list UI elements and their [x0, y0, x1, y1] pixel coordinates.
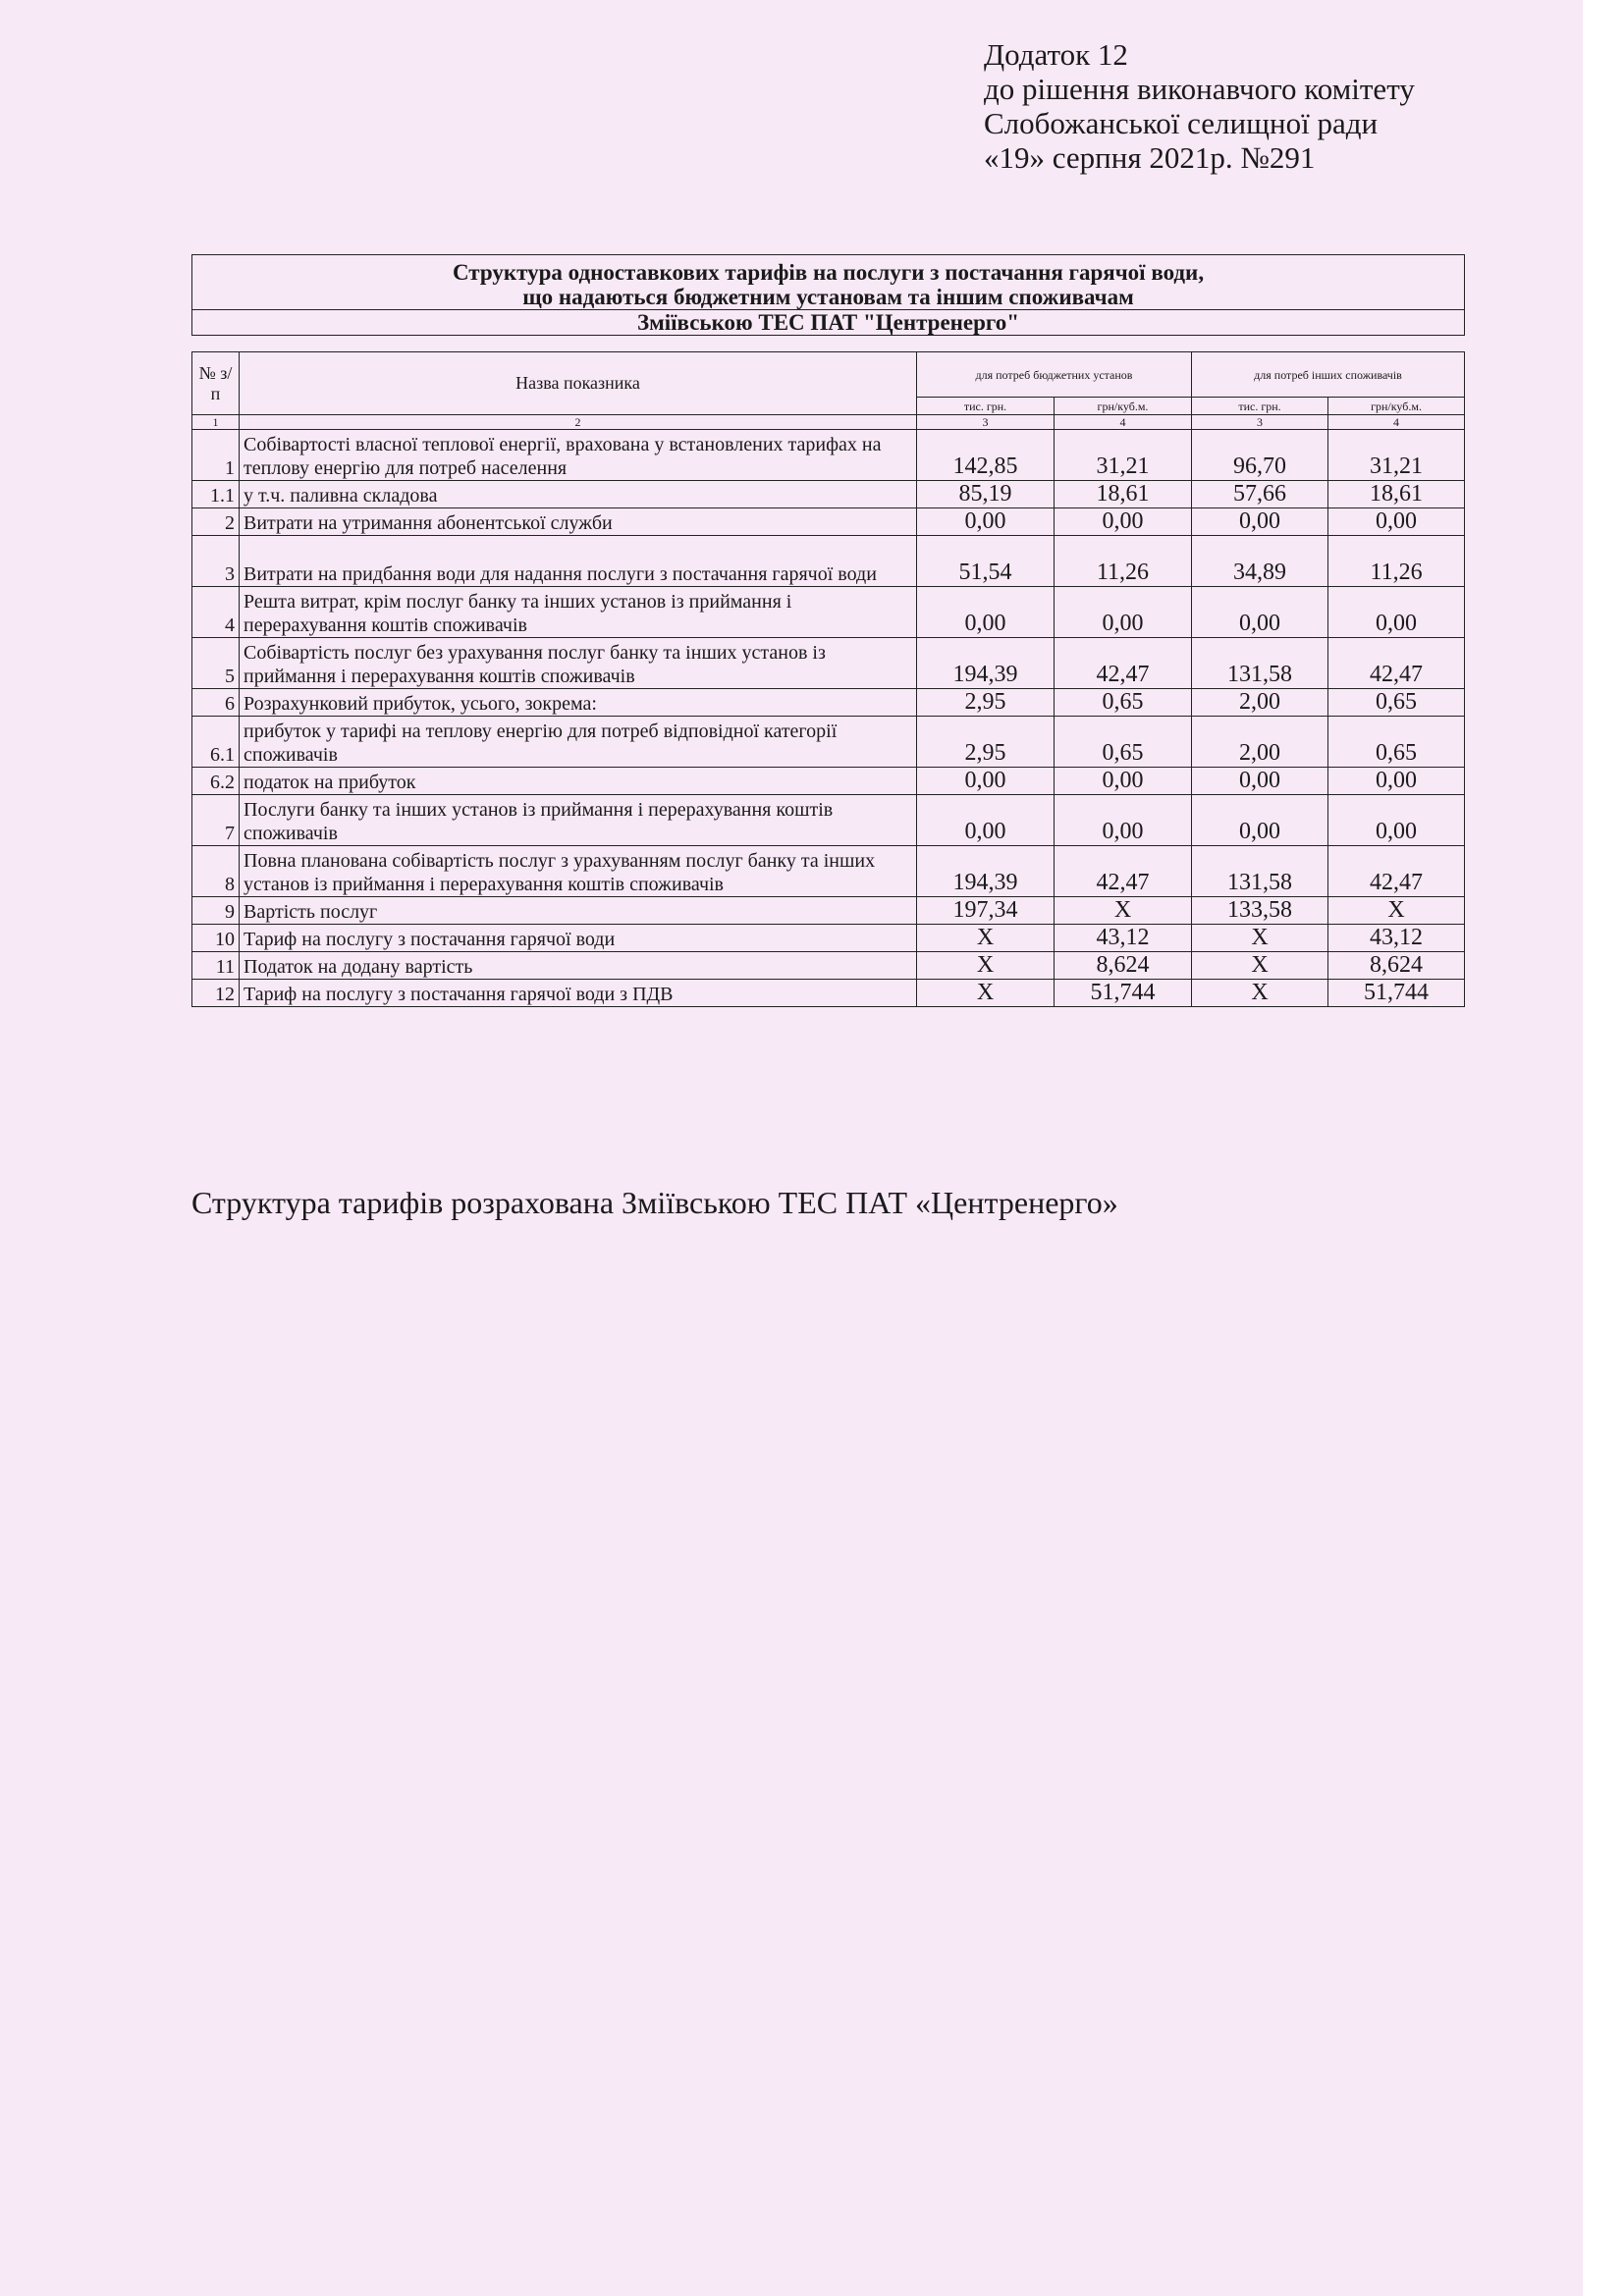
table-row — [192, 508, 1465, 536]
row-value-other-m3: 42,47 — [1328, 846, 1465, 897]
footer-note: Структура тарифів розрахована Зміївською ТЕС ПАТ «Центренерго» — [191, 1185, 1118, 1220]
header-unit-m3-other: грн/куб.м. — [1328, 398, 1465, 415]
row-num: 6.2 — [192, 768, 240, 795]
row-value-other-thous: 2,00 — [1192, 689, 1328, 717]
row-value-other-thous: Х — [1192, 980, 1328, 1007]
row-name: Собівартості власної теплової енергії, врахована у встановлених тарифах на теплову енергію для потреб населення — [240, 430, 917, 481]
row-value-budget-thous: 85,19 — [917, 481, 1055, 508]
row-num: 7 — [192, 795, 240, 846]
row-name: Тариф на послугу з постачання гарячої води — [240, 925, 917, 952]
table-row — [192, 795, 1465, 846]
row-num: 5 — [192, 638, 240, 689]
row-num: 6 — [192, 689, 240, 717]
row-value-budget-thous: 194,39 — [917, 638, 1055, 689]
row-value-budget-m3: Х — [1055, 897, 1192, 925]
table-title-line-1: Структура одноставкових тарифів на послуги з постачання гарячої води, — [192, 255, 1465, 286]
row-value-other-thous: 0,00 — [1192, 768, 1328, 795]
row-value-budget-m3: 0,00 — [1055, 587, 1192, 638]
row-num: 11 — [192, 952, 240, 980]
row-value-budget-thous: 197,34 — [917, 897, 1055, 925]
row-name: податок на прибуток — [240, 768, 917, 795]
header-group-other: для потреб інших споживачів — [1192, 352, 1465, 398]
row-name: Тариф на послугу з постачання гарячої води з ПДВ — [240, 980, 917, 1007]
row-value-other-m3: 42,47 — [1328, 638, 1465, 689]
row-num: 8 — [192, 846, 240, 897]
row-value-other-thous: Х — [1192, 925, 1328, 952]
page-edge — [1583, 0, 1624, 2296]
row-value-budget-m3: 42,47 — [1055, 846, 1192, 897]
table-row — [192, 638, 1465, 689]
column-number: 3 — [1192, 415, 1328, 430]
row-value-other-thous: 133,58 — [1192, 897, 1328, 925]
row-value-budget-m3: 0,00 — [1055, 768, 1192, 795]
appendix-line-3: Слобожанської селищної ради — [984, 106, 1379, 140]
row-value-budget-thous: Х — [917, 952, 1055, 980]
row-name: Собівартість послуг без урахування послуг банку та інших установ із приймання і перерахування коштів споживачів — [240, 638, 917, 689]
row-name: Вартість послуг — [240, 897, 917, 925]
table-row — [192, 689, 1465, 717]
column-number: 4 — [1328, 415, 1465, 430]
row-value-budget-m3: 0,00 — [1055, 795, 1192, 846]
row-value-other-thous: 0,00 — [1192, 795, 1328, 846]
appendix-block — [984, 37, 1415, 175]
appendix-line-1: Додаток 12 — [984, 37, 1128, 72]
table-row — [192, 897, 1465, 925]
row-value-budget-thous: 0,00 — [917, 795, 1055, 846]
row-value-budget-m3: 0,65 — [1055, 689, 1192, 717]
row-num: 1 — [192, 430, 240, 481]
header-num: № з/п — [192, 352, 240, 415]
row-value-other-m3: 18,61 — [1328, 481, 1465, 508]
row-value-other-m3: 51,744 — [1328, 980, 1465, 1007]
row-value-other-m3: 0,00 — [1328, 508, 1465, 536]
row-value-other-thous: 0,00 — [1192, 508, 1328, 536]
column-number: 4 — [1055, 415, 1192, 430]
row-value-budget-thous: Х — [917, 925, 1055, 952]
row-value-budget-thous: 194,39 — [917, 846, 1055, 897]
row-value-other-m3: 8,624 — [1328, 952, 1465, 980]
row-value-budget-m3: 43,12 — [1055, 925, 1192, 952]
row-value-budget-m3: 8,624 — [1055, 952, 1192, 980]
row-value-other-m3: 0,00 — [1328, 768, 1465, 795]
table-row — [192, 430, 1465, 481]
table-row — [192, 980, 1465, 1007]
row-value-other-m3: 0,00 — [1328, 587, 1465, 638]
row-value-other-thous: Х — [1192, 952, 1328, 980]
table-title-line-2: що надаються бюджетним установам та іншим споживачам — [192, 285, 1465, 310]
header-name: Назва показника — [240, 352, 917, 415]
row-value-budget-thous: 0,00 — [917, 768, 1055, 795]
row-name: Послуги банку та інших установ із приймання і перерахування коштів споживачів — [240, 795, 917, 846]
row-value-other-thous: 131,58 — [1192, 846, 1328, 897]
column-number: 3 — [917, 415, 1055, 430]
row-value-other-thous: 34,89 — [1192, 536, 1328, 587]
row-name: Податок на додану вартість — [240, 952, 917, 980]
row-name: Витрати на придбання води для надання послуги з постачання гарячої води — [240, 536, 917, 587]
row-value-other-thous: 57,66 — [1192, 481, 1328, 508]
header-unit-thous-budget: тис. грн. — [917, 398, 1055, 415]
row-value-budget-thous: Х — [917, 980, 1055, 1007]
table-row — [192, 481, 1465, 508]
row-num: 1.1 — [192, 481, 240, 508]
table-row — [192, 536, 1465, 587]
row-num: 2 — [192, 508, 240, 536]
row-value-budget-thous: 0,00 — [917, 587, 1055, 638]
row-name: Розрахунковий прибуток, усього, зокрема: — [240, 689, 917, 717]
row-name: Витрати на утримання абонентської служби — [240, 508, 917, 536]
table-row — [192, 587, 1465, 638]
header-unit-m3-budget: грн/куб.м. — [1055, 398, 1192, 415]
table-row — [192, 846, 1465, 897]
row-value-budget-m3: 42,47 — [1055, 638, 1192, 689]
row-value-other-m3: 11,26 — [1328, 536, 1465, 587]
header-group-budget: для потреб бюджетних установ — [917, 352, 1192, 398]
row-name: Повна планована собівартість послуг з урахуванням послуг банку та інших установ із приймання і перерахування коштів споживачів — [240, 846, 917, 897]
table-title-line-3: Зміївською ТЕС ПАТ "Центренерго" — [192, 310, 1465, 336]
table-row — [192, 717, 1465, 768]
row-value-budget-m3: 18,61 — [1055, 481, 1192, 508]
row-num: 3 — [192, 536, 240, 587]
row-value-other-m3: 0,65 — [1328, 717, 1465, 768]
row-num: 4 — [192, 587, 240, 638]
row-value-budget-thous: 2,95 — [917, 717, 1055, 768]
row-value-other-thous: 96,70 — [1192, 430, 1328, 481]
tariff-structure-table — [191, 254, 1465, 1007]
row-value-other-m3: 31,21 — [1328, 430, 1465, 481]
row-value-other-m3: Х — [1328, 897, 1465, 925]
row-value-other-thous: 2,00 — [1192, 717, 1328, 768]
row-value-other-m3: 0,65 — [1328, 689, 1465, 717]
row-value-budget-m3: 11,26 — [1055, 536, 1192, 587]
row-value-other-thous: 0,00 — [1192, 587, 1328, 638]
row-value-budget-m3: 0,65 — [1055, 717, 1192, 768]
row-num: 10 — [192, 925, 240, 952]
row-value-budget-m3: 31,21 — [1055, 430, 1192, 481]
row-num: 9 — [192, 897, 240, 925]
row-value-other-m3: 43,12 — [1328, 925, 1465, 952]
appendix-line-2: до рішення виконавчого комітету — [984, 72, 1415, 106]
appendix-line-4: «19» серпня 2021р. №291 — [984, 140, 1316, 175]
row-value-other-m3: 0,00 — [1328, 795, 1465, 846]
row-value-budget-thous: 0,00 — [917, 508, 1055, 536]
row-num: 6.1 — [192, 717, 240, 768]
row-value-budget-m3: 51,744 — [1055, 980, 1192, 1007]
row-value-budget-thous: 51,54 — [917, 536, 1055, 587]
row-value-other-thous: 131,58 — [1192, 638, 1328, 689]
column-number: 1 — [192, 415, 240, 430]
row-name: прибуток у тарифі на теплову енергію для потреб відповідної категорії споживачів — [240, 717, 917, 768]
row-value-budget-thous: 142,85 — [917, 430, 1055, 481]
row-name: у т.ч. паливна складова — [240, 481, 917, 508]
table-row — [192, 925, 1465, 952]
row-value-budget-thous: 2,95 — [917, 689, 1055, 717]
table-row — [192, 952, 1465, 980]
header-unit-thous-other: тис. грн. — [1192, 398, 1328, 415]
row-num: 12 — [192, 980, 240, 1007]
row-name: Решта витрат, крім послуг банку та інших установ із приймання і перерахування коштів споживачів — [240, 587, 917, 638]
column-number: 2 — [240, 415, 917, 430]
table-row — [192, 768, 1465, 795]
row-value-budget-m3: 0,00 — [1055, 508, 1192, 536]
